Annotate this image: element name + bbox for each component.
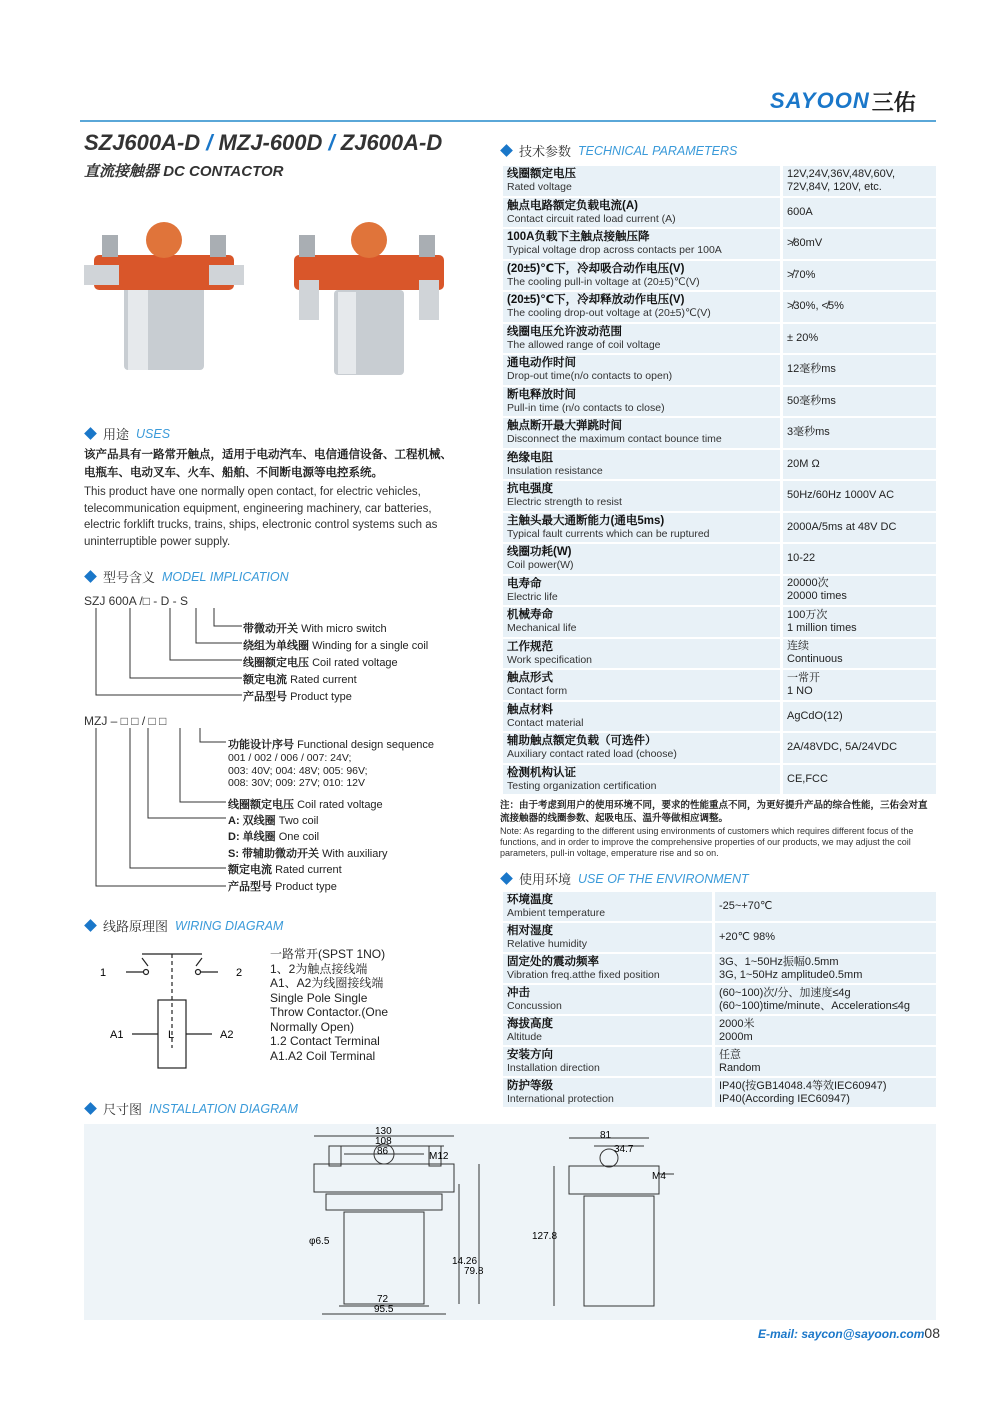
tech-value: ≯80mV [787,237,823,250]
tech-value: 20000次 [787,577,829,590]
env-value: 任意 [719,1048,741,1061]
tech-param-cn: 线圈电压允许波动范围 [507,325,622,338]
tech-param-cn: 辅助触点额定负载（可选件） [507,735,657,748]
tech-param-cell [500,544,780,574]
tech-param-cn: 触点断开最大弹跳时间 [507,420,622,433]
model1-label-4: 产品型号 Product type [243,691,352,703]
tech-value-cell [780,733,936,763]
tech-param-cn: 断电释放时间 [507,388,576,401]
diamond-icon [84,1102,97,1115]
dim-81: 81 [600,1130,612,1141]
env-value-cell [712,1078,936,1107]
tech-param-cn: 主触头最大通断能力(通电5ms) [507,514,665,527]
tech-param-en: Typical fault currents which can be ruptured [507,527,710,540]
tech-value-cell [780,702,936,732]
tech-param-cell [500,450,780,480]
coil-label: L [168,1029,175,1041]
tech-value-en: 72V,84V, 120V, etc. [787,180,882,193]
env-value-en: 2000m [719,1030,753,1043]
tech-param-en: Electric life [507,590,558,603]
tech-param-cell [500,166,780,196]
env-param-cn: 安装方向 [507,1049,553,1061]
env-value-en: IP40(According IEC60947) [719,1092,850,1105]
model2-label-1: A: 双线圈 Two coil [228,815,319,827]
tech-param-cell [500,198,780,228]
tech-param-en: Auxiliary contact rated load (choose) [507,748,677,761]
dim-95-5: 95.5 [374,1304,394,1315]
tech-param-en: Typical voltage drop across contacts per 100A [507,244,722,257]
env-heading: 使用环境 USE OF THE ENVIRONMENT [502,869,749,888]
tech-value: 一常开 [787,671,820,684]
env-param-en: Ambient temperature [507,907,606,919]
dim-14-26: 14.26 [452,1256,478,1267]
env-value-cell [712,985,936,1014]
tech-param-en: Drop-out time(n/o contacts to open) [507,370,673,383]
tech-row [500,166,936,196]
tech-value: 2000A/5ms at 48V DC [787,520,897,533]
tech-param-cell [500,576,780,606]
env-table [500,890,936,1109]
brand-logo [770,86,916,116]
env-row [500,1016,936,1045]
diamond-icon [84,427,97,440]
tech-param-cell [500,513,780,543]
tech-row [500,733,936,763]
tech-value: 100万次 [787,608,828,621]
tech-value: 50毫秒ms [787,394,836,407]
model2-func-label: 功能设计序号 Functional design sequence [228,739,435,751]
model-tree-1 [84,608,244,700]
tech-param-cell [500,607,780,637]
dim-86: 86 [377,1146,389,1157]
tech-row [500,261,936,291]
tech-param-en: Contact circuit rated load current (A) [507,212,676,225]
tech-value-cell [780,607,936,637]
wiring-description: 一路常开(SPST 1NO) 1、2为触点接线端 A1、A2为线圈接线端 Single Pole Single Throw Contactor.(One Normally Open) 1.2 Contact Terminal A1.A2 Coil Terminal [270,947,389,1063]
tech-value: 12毫秒ms [787,363,836,376]
env-param-en: International protection [507,1093,614,1105]
tech-param-cn: 电寿命 [507,577,542,590]
tech-param-en: Disconnect the maximum contact bounce time [507,433,722,446]
brand-name-cn: 三佑 [871,89,916,115]
terminal-1-label: 1 [100,967,107,979]
model1-label-1: 绕组为单线圈 Winding for a single coil [243,640,429,652]
diamond-icon [500,144,513,157]
tech-param-cn: 绝缘电阻 [507,451,553,464]
env-value-en: 3G, 1~50Hz amplitude0.5mm [719,968,863,981]
env-value: -25~+70℃ [719,900,773,912]
tech-param-en: The cooling drop-out voltage at (20±5)℃(V) [507,307,711,320]
tech-param-cell [500,765,780,795]
tech-row [500,418,936,448]
dim-m12: M12 [429,1151,449,1162]
tech-value: 50Hz/60Hz 1000V AC [787,489,895,502]
tech-row [500,198,936,228]
page-number: 08 [924,1325,940,1341]
env-row [500,1078,936,1107]
tech-param-en: Mechanical life [507,622,577,635]
tech-value-cell [780,576,936,606]
tech-param-en: Contact material [507,716,584,729]
tech-value-en: Continuous [787,653,843,666]
env-param-en: Concussion [507,1000,562,1012]
dim-79-8: 79.8 [464,1266,484,1277]
env-param-cell [500,985,712,1014]
tech-value: AgCdO(12) [787,709,843,722]
env-value-cell [712,923,936,952]
env-param-cn: 环境温度 [507,894,553,906]
installation-diagram [84,1124,936,1320]
model2-label-0: 线圈额定电压 Coil rated voltage [228,799,383,811]
env-param-en: Vibration freq.atthe fixed position [507,969,660,981]
terminal-a2-label: A2 [220,1029,234,1041]
tech-param-cn: 机械寿命 [507,609,553,622]
product-photo-front [84,222,244,370]
tech-param-cn: 100A负载下主触点接触压降 [507,231,650,244]
tech-note-cn: 注：由于考虑到用户的使用环境不同，要求的性能重点不同，为更好提升产品的综合性能，三佑会对直流接触器的线圈参数、起吸电压、温升等做相应调整。 [500,800,928,824]
tech-param-cn: 线圈功耗(W) [507,546,572,559]
page-title: SZJ600A-D / MZJ-600D / ZJ600A-D [84,130,443,155]
env-value-cell [712,954,936,983]
tech-param-cell [500,355,780,385]
uses-heading: 用途 USES [86,424,170,443]
model1-label-0: 带微动开关 With micro switch [243,623,387,635]
env-param-en: Relative humidity [507,938,587,950]
tech-param-en: Work specification [507,653,593,666]
uses-text-en: This product have one normally open contact, for electric vehicles, telecommunication equipment, engineering machinery, car batteries, electric forklift trucks, trains, ships, electronic control systems such as uninterruptible power supply. [84,486,438,548]
env-value-en: Random [719,1061,761,1074]
tech-row [500,544,936,574]
model2-label-2: D: 单线圈 One coil [228,831,320,843]
tech-param-cn: 触点形式 [507,672,553,685]
tech-param-en: Testing organization certification [507,779,657,792]
tech-param-en: Pull-in time (n/o contacts to close) [507,401,665,414]
tech-param-cell [500,418,780,448]
env-row [500,923,936,952]
model-code-1: SZJ 600A /□ - D - S [84,594,188,608]
tech-row [500,576,936,606]
tech-value-cell [780,229,936,259]
footer-email: E-mail: saycon@sayoon.com [758,1327,925,1341]
tech-param-en: The allowed range of coil voltage [507,338,661,351]
tech-row [500,670,936,700]
tech-value-en: 1 NO [787,684,813,697]
env-param-cell [500,954,712,983]
tech-value: ± 20% [787,331,819,344]
env-row [500,985,936,1014]
env-param-cell [500,1047,712,1076]
env-param-cell [500,892,712,921]
terminal-a1-label: A1 [110,1029,124,1041]
tech-value-cell [780,324,936,354]
tech-value-cell [780,670,936,700]
tech-table [500,164,936,796]
wiring-diagram [96,948,256,1078]
tech-param-en: The cooling pull-in voltage at (20±5)℃(V) [507,275,700,288]
model2-label-4: 额定电流 Rated current [228,864,342,876]
model2-label-5: 产品型号 Product type [228,881,337,893]
tech-value: 12V,24V,36V,48V,60V, [787,167,896,180]
tech-value: CE,FCC [787,772,828,785]
model-code-2: MZJ – □ □ / □ □ [84,714,167,728]
tech-value-cell [780,166,936,196]
dim-108: 108 [375,1136,392,1147]
dim-127-8: 127.8 [532,1231,558,1242]
tech-value: ≯30%, ≮5% [787,300,844,313]
tech-value-cell [780,418,936,448]
tech-param-en: Rated voltage [507,181,572,194]
env-param-cell [500,1016,712,1045]
tech-row [500,387,936,417]
terminal-2-label: 2 [236,967,243,979]
env-param-cn: 防护等级 [507,1080,553,1092]
tech-param-cn: (20±5)℃下，冷却释放动作电压(V) [507,294,685,307]
env-param-cn: 冲击 [507,987,530,999]
tech-value: 2A/48VDC, 5A/24VDC [787,741,898,754]
env-value-cell [712,1016,936,1045]
page-subtitle: 直流接触器 DC CONTACTOR [84,163,284,180]
tech-value-cell [780,261,936,291]
tech-row [500,355,936,385]
tech-value: 20M Ω [787,457,820,470]
tech-value: 10-22 [787,552,816,565]
env-value: IP40(按GB14048.4等效IEC60947) [719,1079,887,1092]
env-value-en: (60~100)time/minute、Acceleration≤4g [719,999,910,1012]
dim-m4: M4 [652,1171,666,1182]
env-value-cell [712,892,936,921]
tech-row [500,702,936,732]
env-row [500,1047,936,1076]
env-param-cn: 固定处的震动频率 [507,956,599,968]
tech-value: ≯70% [787,268,816,281]
tech-value-cell [780,513,936,543]
wiring-heading: 线路原理图 WIRING DIAGRAM [86,916,283,935]
model-tree-2 [84,728,234,888]
model2-label-3: S: 带辅助微动开关 With auxiliary [228,848,388,860]
model-heading: 型号含义 MODEL IMPLICATION [86,567,289,586]
tech-param-cell [500,261,780,291]
tech-value: 连续 [787,640,809,653]
tech-note-en: Note: As regarding to the different using environments of customers which requires different focus of the functions, and in order to improve the comprehensive properties of our products, we may adjust the coil parameters, pull-in voltage, emperature rise and so on. [500,826,914,858]
model1-label-2: 线圈额定电压 Coil rated voltage [243,657,398,669]
tech-param-cell [500,387,780,417]
tech-param-en: Electric strength to resist [507,496,622,509]
tech-value-cell [780,355,936,385]
tech-row [500,481,936,511]
tech-param-cn: 触点电路额定负载电流(A) [507,199,638,212]
env-value: (60~100)次/分、加速度≤4g [719,986,851,999]
env-value: +20℃ 98% [719,931,776,943]
env-param-en: Altitude [507,1031,543,1043]
tech-row [500,639,936,669]
tech-value-en: 20000 times [787,590,847,603]
tech-param-cn: 工作规范 [507,640,553,653]
env-param-en: Installation direction [507,1062,600,1074]
tech-value-cell [780,544,936,574]
tech-value-cell [780,450,936,480]
model2-func-lines: 001 / 002 / 006 / 007: 24V; 003: 40V; 004: 48V; 005: 96V; 008: 30V; 009: 27V; 010: 12V [228,752,368,789]
tech-param-cell [500,292,780,322]
env-param-cell [500,1078,712,1107]
tech-param-en: Contact form [507,685,568,698]
brand-name: SAYOON [770,88,870,113]
tech-row [500,765,936,795]
uses-text-cn: 该产品具有一路常开触点，适用于电动汽车、电信通信设备、工程机械、电瓶车、电动叉车、火车、船舶、不间断电源等电控系统。 [84,449,452,479]
tech-param-cn: 线圈额定电压 [507,168,576,181]
tech-param-en: Insulation resistance [507,464,603,477]
tech-row [500,324,936,354]
dim-130: 130 [375,1126,392,1137]
env-row [500,892,936,921]
tech-row [500,292,936,322]
tech-param-cell [500,481,780,511]
product-photo-side [294,222,444,375]
env-value: 3G、1~50Hz振幅0.5mm [719,955,839,968]
tech-param-cn: 抗电强度 [507,483,553,496]
tech-param-cn: 通电动作时间 [507,357,576,370]
product-photos [84,210,464,380]
tech-row [500,607,936,637]
env-param-cn: 相对湿度 [507,925,553,937]
env-param-cell [500,923,712,952]
tech-value: 600A [787,205,813,218]
dim-phi6-5: φ6.5 [309,1236,330,1247]
diamond-icon [500,872,513,885]
tech-param-cell [500,229,780,259]
tech-value-cell [780,481,936,511]
tech-value-cell [780,198,936,228]
model1-label-3: 额定电流 Rated current [243,674,357,686]
footer [758,1325,940,1341]
diamond-icon [84,919,97,932]
tech-value-cell [780,639,936,669]
tech-param-cell [500,324,780,354]
dim-72: 72 [377,1294,389,1305]
tech-value-en: 1 million times [787,621,857,634]
tech-param-en: Coil power(W) [507,559,574,572]
tech-param-cell [500,733,780,763]
tech-param-cell [500,670,780,700]
tech-row [500,513,936,543]
tech-param-cell [500,702,780,732]
tech-value-cell [780,765,936,795]
tech-heading: 技术参数 TECHNICAL PARAMETERS [502,141,737,160]
env-param-cn: 海拔高度 [507,1018,553,1030]
header-rule [80,120,936,122]
tech-param-cell [500,639,780,669]
installation-drawing [84,1124,936,1320]
tech-row [500,229,936,259]
diamond-icon [84,570,97,583]
tech-value-cell [780,292,936,322]
tech-param-cn: (20±5)℃下，冷却吸合动作电压(V) [507,262,685,275]
install-heading: 尺寸图 INSTALLATION DIAGRAM [86,1099,298,1118]
tech-row [500,450,936,480]
tech-param-cn: 检测机构认证 [507,766,576,779]
env-value: 2000米 [719,1017,755,1030]
env-row [500,954,936,983]
dim-34-7: 34.7 [614,1144,634,1155]
tech-value: 3毫秒ms [787,426,830,439]
tech-param-cn: 触点材料 [507,703,553,716]
env-value-cell [712,1047,936,1076]
tech-value-cell [780,387,936,417]
